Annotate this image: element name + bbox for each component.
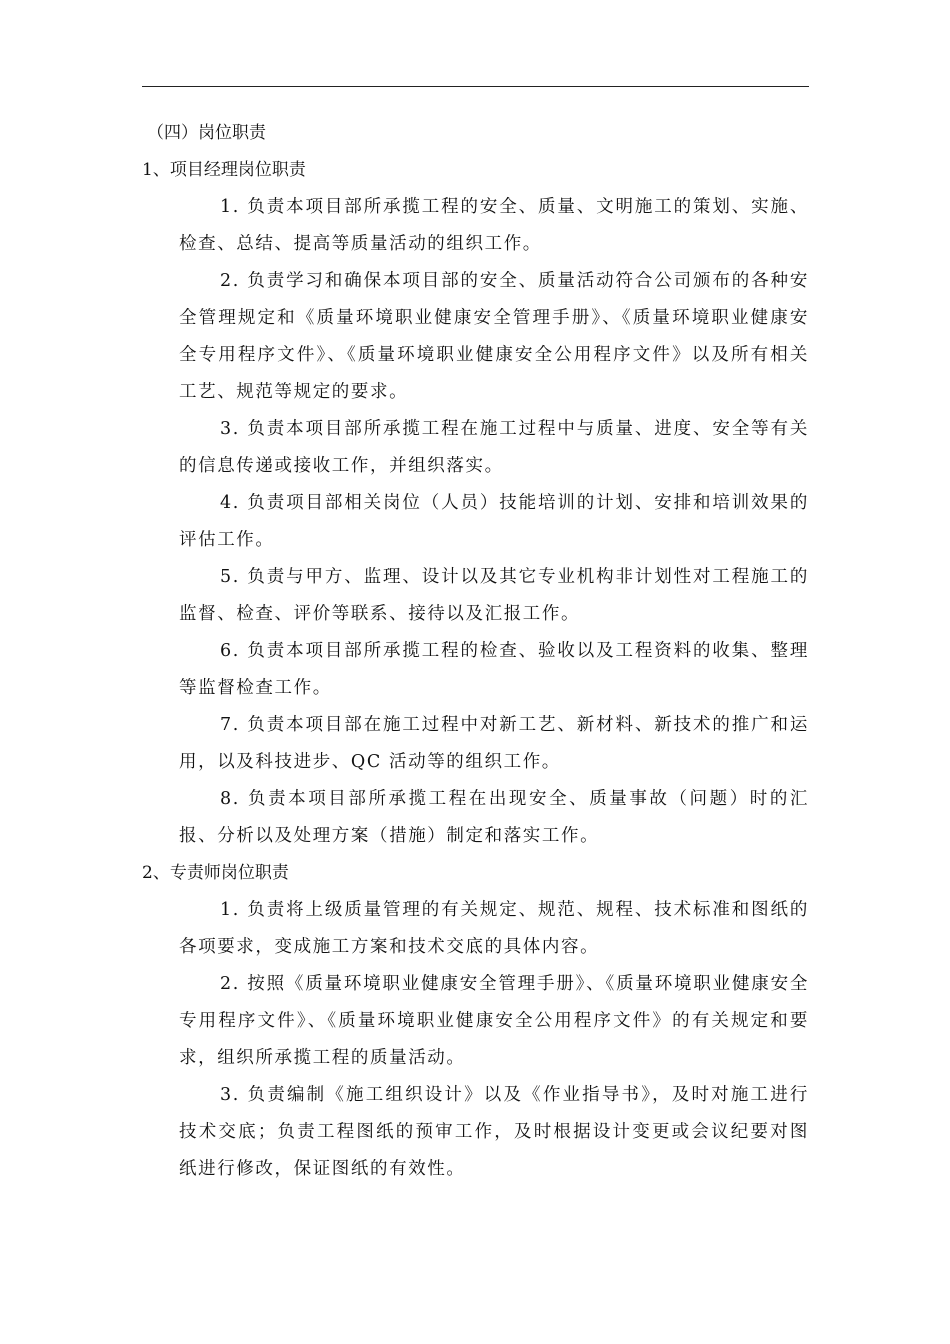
- duty-item: 6. 负责本项目部所承揽工程的检查、验收以及工程资料的收集、整理等监督检查工作。: [179, 641, 809, 698]
- duty-item: 2. 按照《质量环境职业健康安全管理手册》、《质量环境职业健康安全专用程序文件》、《质量环境职业健康安全公用程序文件》的有关规定和要求，组织所承揽工程的质量活动。: [179, 974, 809, 1068]
- duty-item: 4. 负责项目部相关岗位（人员）技能培训的计划、安排和培训效果的评估工作。: [179, 493, 809, 550]
- duty-item: 1. 负责本项目部所承揽工程的安全、质量、文明施工的策划、实施、检查、总结、提高等质量活动的组织工作。: [179, 197, 809, 254]
- duty-item: 1. 负责将上级质量管理的有关规定、规范、规程、技术标准和图纸的各项要求，变成施工方案和技术交底的具体内容。: [179, 900, 809, 957]
- duty-item: 8. 负责本项目部所承揽工程在出现安全、质量事故（问题）时的汇报、分析以及处理方案（措施）制定和落实工作。: [179, 789, 809, 846]
- section-title-specialist-engineer: 2、专责师岗位职责: [142, 863, 289, 883]
- duty-item: 2. 负责学习和确保本项目部的安全、质量活动符合公司颁布的各种安全管理规定和《质量环境职业健康安全管理手册》、《质量环境职业健康安全专用程序文件》、《质量环境职业健康安全公用程序文件》以及所有相关工艺、规范等规定的要求。: [179, 271, 809, 402]
- duty-item: 5. 负责与甲方、监理、设计以及其它专业机构非计划性对工程施工的监督、检查、评价等联系、接待以及汇报工作。: [179, 567, 809, 624]
- header-rule: [142, 86, 809, 87]
- duty-item: 3. 负责编制《施工组织设计》以及《作业指导书》，及时对施工进行技术交底；负责工程图纸的预审工作，及时根据设计变更或会议纪要对图纸进行修改，保证图纸的有效性。: [179, 1085, 809, 1179]
- duty-item: 3. 负责本项目部所承揽工程在施工过程中与质量、进度、安全等有关的信息传递或接收工作，并组织落实。: [179, 419, 809, 476]
- section-title-project-manager: 1、项目经理岗位职责: [142, 160, 306, 180]
- document-body: [142, 115, 809, 1188]
- duty-item: 7. 负责本项目部在施工过程中对新工艺、新材料、新技术的推广和运用，以及科技进步、QC 活动等的组织工作。: [179, 715, 809, 772]
- subsection-title: （四）岗位职责: [147, 123, 266, 143]
